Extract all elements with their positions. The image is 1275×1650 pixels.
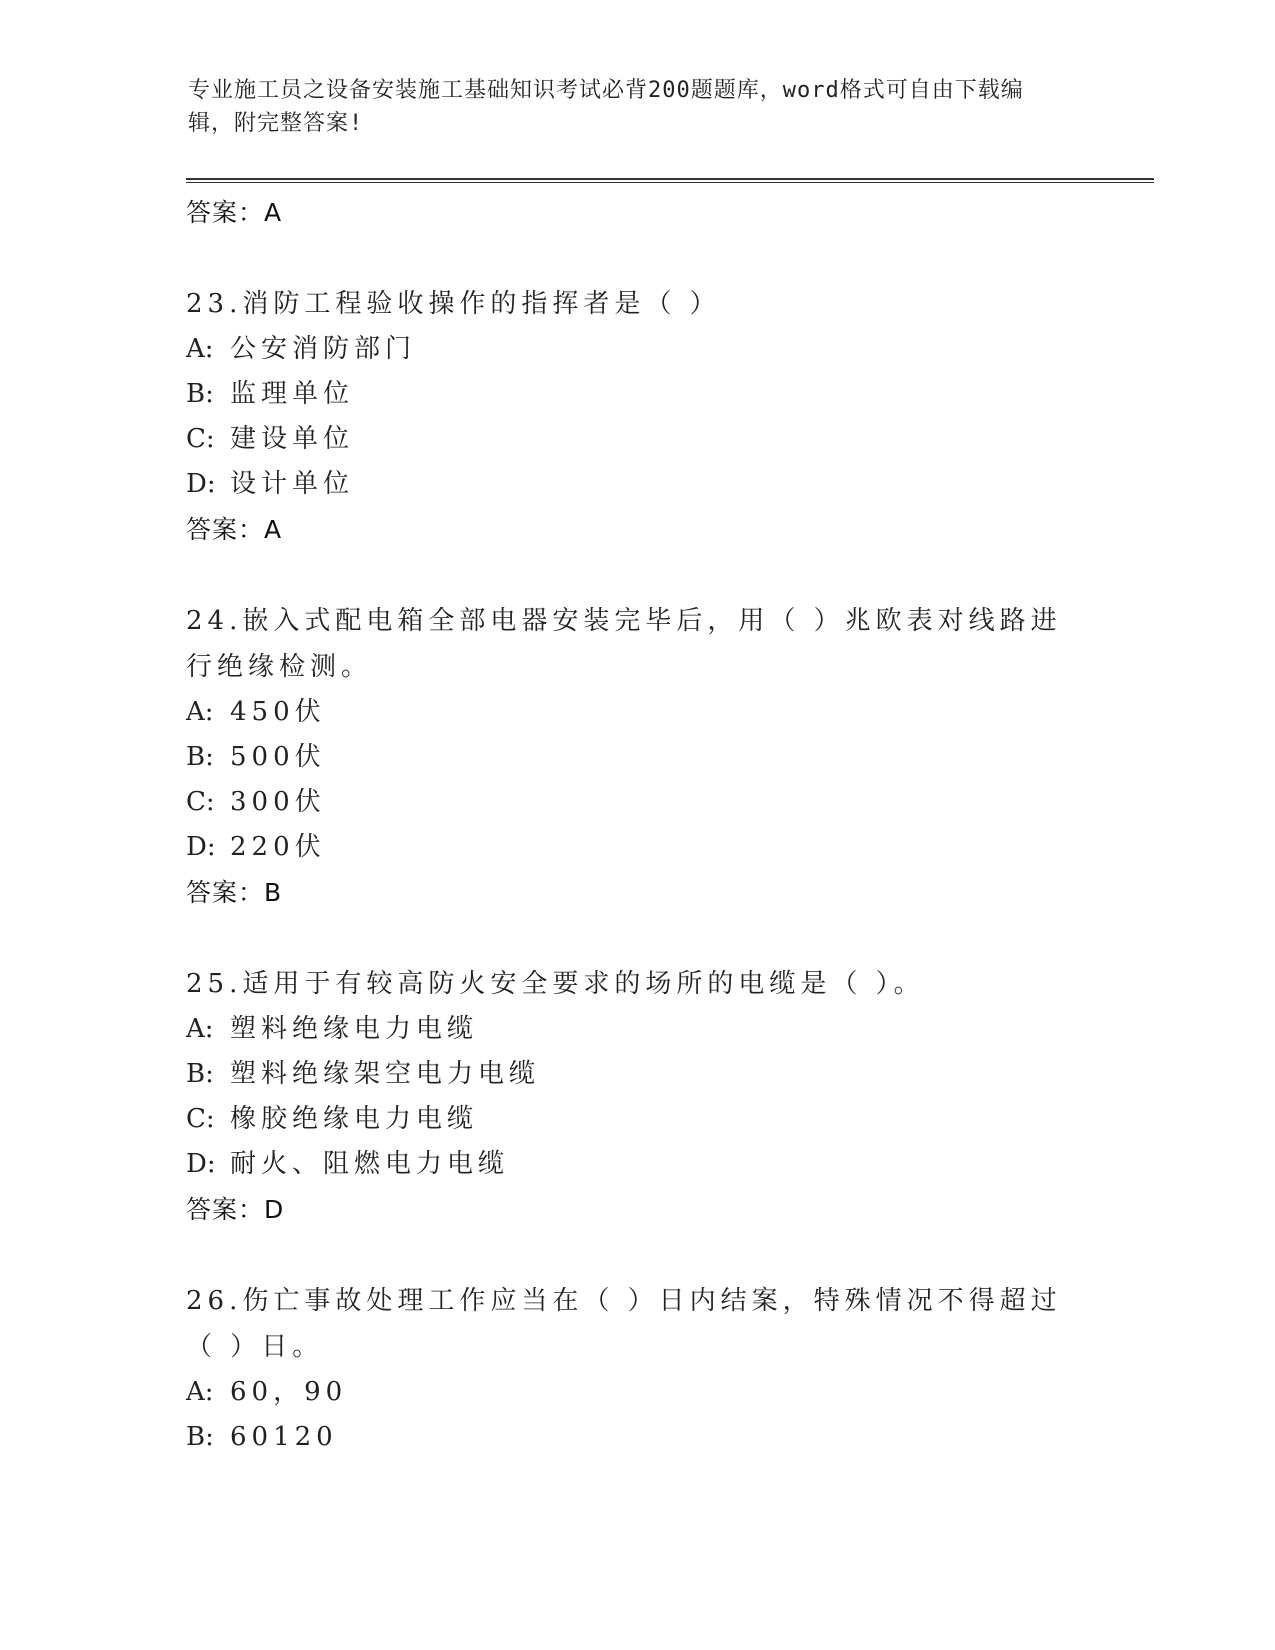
option-key: C:	[186, 424, 215, 454]
option-text: 塑料绝缘架空电力电缆	[230, 1059, 541, 1089]
question-block	[186, 1278, 1086, 1460]
option-key: C:	[186, 1104, 215, 1134]
question-text: 23.消防工程验收操作的指挥者是（ ）	[186, 289, 721, 319]
option-item	[186, 417, 1086, 462]
option-key: B:	[186, 1422, 214, 1452]
answer-value: D	[264, 1195, 285, 1224]
answer-label: 答案：	[186, 878, 265, 907]
option-item	[186, 462, 1086, 507]
answer-value: A	[264, 198, 283, 227]
option-text: 塑料绝缘电力电缆	[230, 1014, 479, 1044]
option-key: B:	[186, 742, 214, 772]
answer-value: A	[264, 515, 283, 544]
option-item	[186, 1370, 1086, 1415]
option-item	[186, 1052, 1086, 1097]
option-key: D:	[186, 832, 216, 862]
option-item	[186, 1007, 1086, 1052]
option-item	[186, 327, 1086, 372]
option-key: A:	[186, 697, 214, 727]
option-text: 220伏	[230, 832, 326, 862]
option-key: D:	[186, 469, 216, 499]
question-block	[186, 961, 1086, 1233]
option-item	[186, 1415, 1086, 1460]
header-divider	[186, 178, 1154, 183]
option-item	[186, 690, 1086, 735]
answer-line	[186, 870, 1086, 916]
option-item	[186, 1097, 1086, 1142]
option-key: A:	[186, 1377, 214, 1407]
option-key: A:	[186, 1014, 214, 1044]
question-text: 25.适用于有较高防火安全要求的场所的电缆是（ ）。	[186, 969, 925, 999]
answer-line	[186, 190, 1086, 236]
option-text: 监理单位	[230, 379, 355, 409]
answer-value: B	[264, 878, 283, 907]
option-text: 300伏	[230, 787, 326, 817]
option-key: D:	[186, 1149, 216, 1179]
question-text: 26.伤亡事故处理工作应当在（ ）日内结案，特殊情况不得超过（ ）日。	[186, 1286, 1062, 1362]
question-list	[186, 190, 1086, 1460]
option-key: A:	[186, 334, 214, 364]
option-text: 60，90	[230, 1377, 348, 1407]
option-text: 450伏	[230, 697, 326, 727]
option-text: 设计单位	[230, 469, 355, 499]
answer-label: 答案：	[186, 515, 265, 544]
question-block	[186, 281, 1086, 553]
answer-line	[186, 1187, 1086, 1233]
option-key: C:	[186, 787, 215, 817]
option-item	[186, 780, 1086, 825]
option-text: 橡胶绝缘电力电缆	[230, 1104, 479, 1134]
answer-line	[186, 507, 1086, 553]
option-text: 建设单位	[230, 424, 355, 454]
option-text: 耐火、阻燃电力电缆	[230, 1149, 510, 1179]
option-text: 60120	[230, 1422, 338, 1452]
option-item	[186, 735, 1086, 780]
option-item	[186, 1142, 1086, 1187]
option-item	[186, 372, 1086, 417]
document-header-title: 专业施工员之设备安装施工基础知识考试必背200题题库，word格式可自由下载编辑，附完整答案!	[188, 78, 1024, 136]
option-item	[186, 825, 1086, 870]
option-text: 500伏	[230, 742, 326, 772]
question-block	[186, 598, 1086, 916]
answer-label: 答案：	[186, 198, 265, 227]
option-key: B:	[186, 379, 214, 409]
option-key: B:	[186, 1059, 214, 1089]
question-text: 24.嵌入式配电箱全部电器安装完毕后，用（ ）兆欧表对线路进行绝缘检测。	[186, 606, 1062, 682]
answer-label: 答案：	[186, 1195, 265, 1224]
option-text: 公安消防部门	[230, 334, 417, 364]
